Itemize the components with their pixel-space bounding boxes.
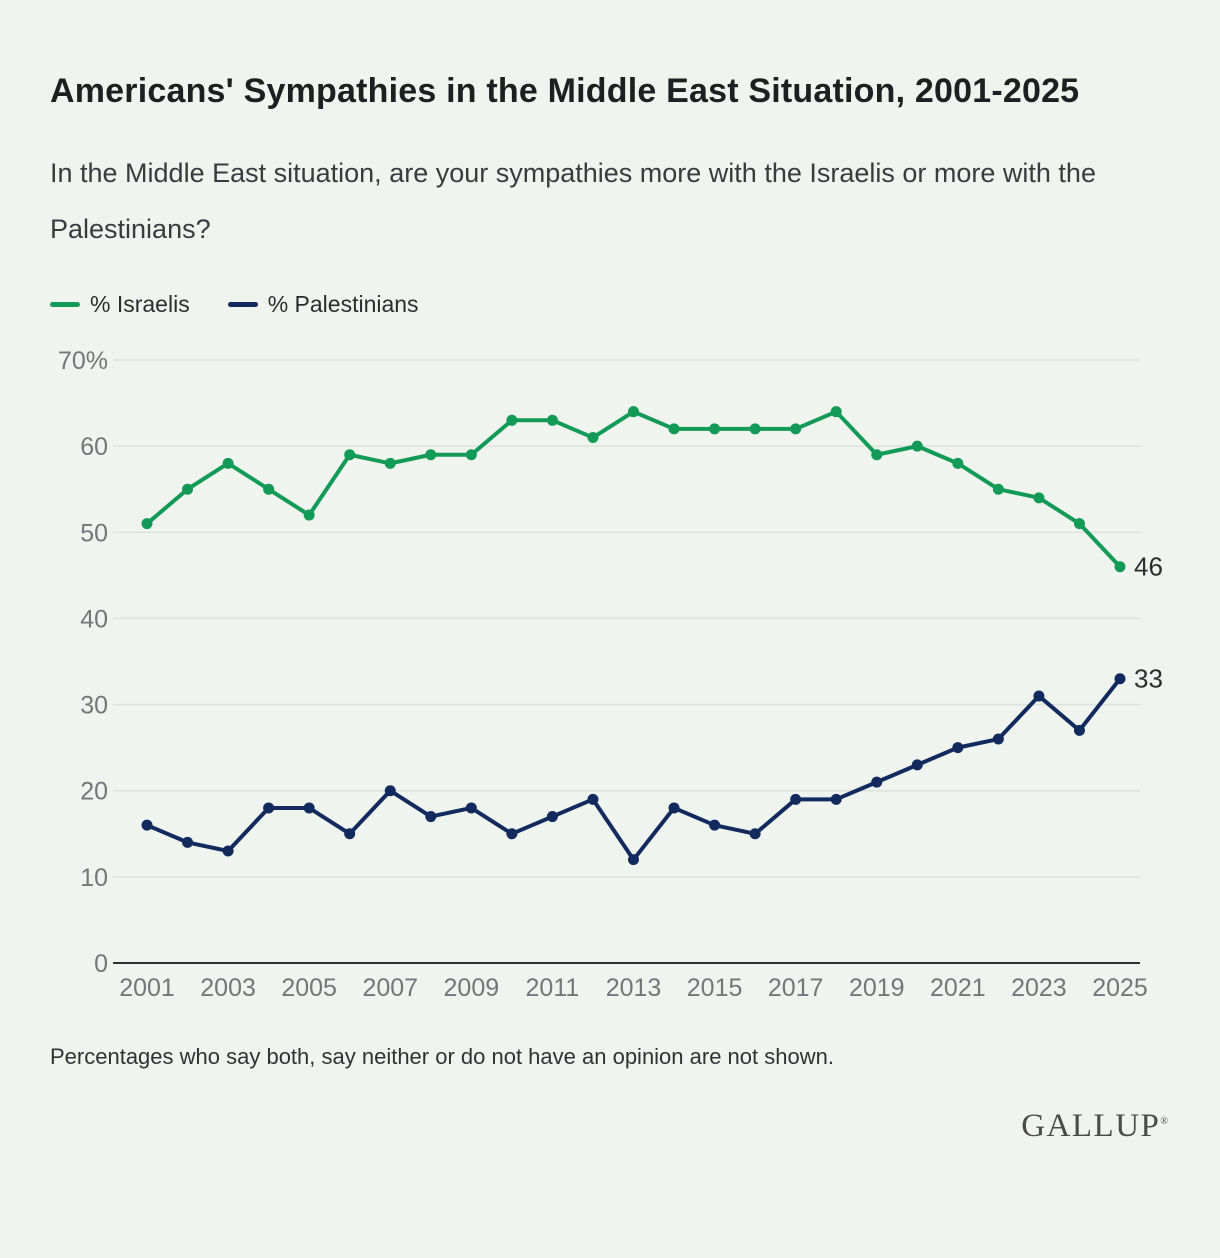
x-tick-label-2015: 2015 bbox=[686, 973, 743, 1002]
palestinians-point-2008 bbox=[425, 811, 436, 822]
y-tick-label-0: 0 bbox=[94, 949, 108, 978]
palestinians-point-2018 bbox=[831, 794, 842, 805]
x-tick-label-2009: 2009 bbox=[443, 973, 500, 1002]
gallup-logo bbox=[1021, 1108, 1168, 1144]
legend-item-israelis[interactable] bbox=[50, 291, 190, 318]
palestinians-point-2022 bbox=[993, 734, 1004, 745]
y-tick-label-20: 20 bbox=[80, 777, 108, 806]
palestinians-point-2004 bbox=[263, 802, 274, 813]
israelis-point-2011 bbox=[547, 415, 558, 426]
palestinians-point-2021 bbox=[952, 742, 963, 753]
palestinians-point-2009 bbox=[466, 802, 477, 813]
israelis-point-2017 bbox=[790, 423, 801, 434]
palestinians-point-2010 bbox=[506, 828, 517, 839]
palestinians-point-2001 bbox=[142, 820, 153, 831]
palestinians-point-2003 bbox=[223, 845, 234, 856]
israelis-point-2008 bbox=[425, 449, 436, 460]
israelis-point-2021 bbox=[952, 458, 963, 469]
x-tick-label-2025: 2025 bbox=[1092, 973, 1148, 1002]
chart-canvas bbox=[50, 328, 1170, 1028]
israelis-point-2007 bbox=[385, 458, 396, 469]
registered-mark: ® bbox=[1160, 1115, 1168, 1127]
israelis-point-2020 bbox=[912, 441, 923, 452]
x-tick-label-2011: 2011 bbox=[525, 973, 580, 1002]
palestinians-point-2023 bbox=[1033, 690, 1044, 701]
israelis-point-2023 bbox=[1033, 492, 1044, 503]
chart-title: Americans' Sympathies in the Middle East Situation, 2001-2025 bbox=[50, 72, 1080, 110]
israelis-line-swatch bbox=[50, 302, 80, 307]
israelis-point-2019 bbox=[871, 449, 882, 460]
x-tick-label-2021: 2021 bbox=[930, 973, 986, 1002]
israelis-point-2018 bbox=[831, 406, 842, 417]
israelis-point-2024 bbox=[1074, 518, 1085, 529]
israelis-end-label: 46 bbox=[1134, 551, 1163, 582]
israelis-point-2022 bbox=[993, 484, 1004, 495]
palestinians-point-2025 bbox=[1115, 673, 1126, 684]
y-tick-label-60: 60 bbox=[80, 433, 108, 462]
israelis-point-2010 bbox=[506, 415, 517, 426]
palestinians-point-2016 bbox=[750, 828, 761, 839]
israelis-point-2016 bbox=[750, 423, 761, 434]
x-tick-label-2001: 2001 bbox=[119, 973, 175, 1002]
israelis-line bbox=[147, 412, 1120, 567]
legend-label-israelis: % Israelis bbox=[90, 290, 190, 317]
palestinians-point-2020 bbox=[912, 759, 923, 770]
x-tick-label-2007: 2007 bbox=[362, 973, 419, 1002]
chart-question: In the Middle East situation, are your sympathies more with the Israelis or more with the Palestinians? bbox=[50, 158, 1096, 244]
chart-legend bbox=[50, 291, 1170, 318]
israelis-point-2005 bbox=[304, 510, 315, 521]
palestinians-point-2017 bbox=[790, 794, 801, 805]
legend-label-palestinians: % Palestinians bbox=[267, 290, 419, 317]
israelis-point-2004 bbox=[263, 484, 274, 495]
gallup-logo-text: GALLUP bbox=[1021, 1107, 1161, 1144]
palestinians-point-2006 bbox=[344, 828, 355, 839]
israelis-point-2009 bbox=[466, 449, 477, 460]
israelis-point-2013 bbox=[628, 406, 639, 417]
palestinians-point-2014 bbox=[669, 802, 680, 813]
palestinians-point-2024 bbox=[1074, 725, 1085, 736]
y-tick-label-40: 40 bbox=[80, 605, 108, 634]
palestinians-line bbox=[147, 679, 1120, 860]
palestinians-end-label: 33 bbox=[1134, 663, 1163, 694]
line-chart bbox=[0, 328, 1220, 1028]
palestinians-point-2015 bbox=[709, 820, 720, 831]
x-tick-label-2017: 2017 bbox=[767, 973, 824, 1002]
israelis-point-2025 bbox=[1115, 561, 1126, 572]
israelis-point-2014 bbox=[669, 423, 680, 434]
israelis-point-2003 bbox=[223, 458, 234, 469]
y-tick-label-50: 50 bbox=[80, 519, 108, 548]
palestinians-point-2013 bbox=[628, 854, 639, 865]
x-tick-label-2005: 2005 bbox=[281, 973, 337, 1002]
legend-item-palestinians[interactable] bbox=[228, 291, 419, 318]
israelis-point-2002 bbox=[182, 484, 193, 495]
x-tick-label-2003: 2003 bbox=[200, 973, 256, 1002]
palestinians-point-2019 bbox=[871, 777, 882, 788]
palestinians-line-swatch bbox=[228, 302, 258, 307]
israelis-point-2012 bbox=[587, 432, 598, 443]
y-tick-label-70: 70% bbox=[57, 346, 108, 375]
israelis-point-2015 bbox=[709, 423, 720, 434]
chart-footnote: Percentages who say both, say neither or do not have an opinion are not shown. bbox=[50, 1043, 834, 1069]
x-tick-label-2013: 2013 bbox=[605, 973, 662, 1002]
palestinians-point-2002 bbox=[182, 837, 193, 848]
brand-row bbox=[50, 1108, 1170, 1145]
y-tick-label-30: 30 bbox=[80, 691, 108, 720]
palestinians-point-2011 bbox=[547, 811, 558, 822]
israelis-point-2006 bbox=[344, 449, 355, 460]
x-tick-label-2023: 2023 bbox=[1011, 973, 1067, 1002]
palestinians-point-2007 bbox=[385, 785, 396, 796]
palestinians-point-2005 bbox=[304, 802, 315, 813]
palestinians-point-2012 bbox=[587, 794, 598, 805]
x-tick-label-2019: 2019 bbox=[848, 973, 905, 1002]
israelis-point-2001 bbox=[142, 518, 153, 529]
y-tick-label-10: 10 bbox=[80, 863, 108, 892]
